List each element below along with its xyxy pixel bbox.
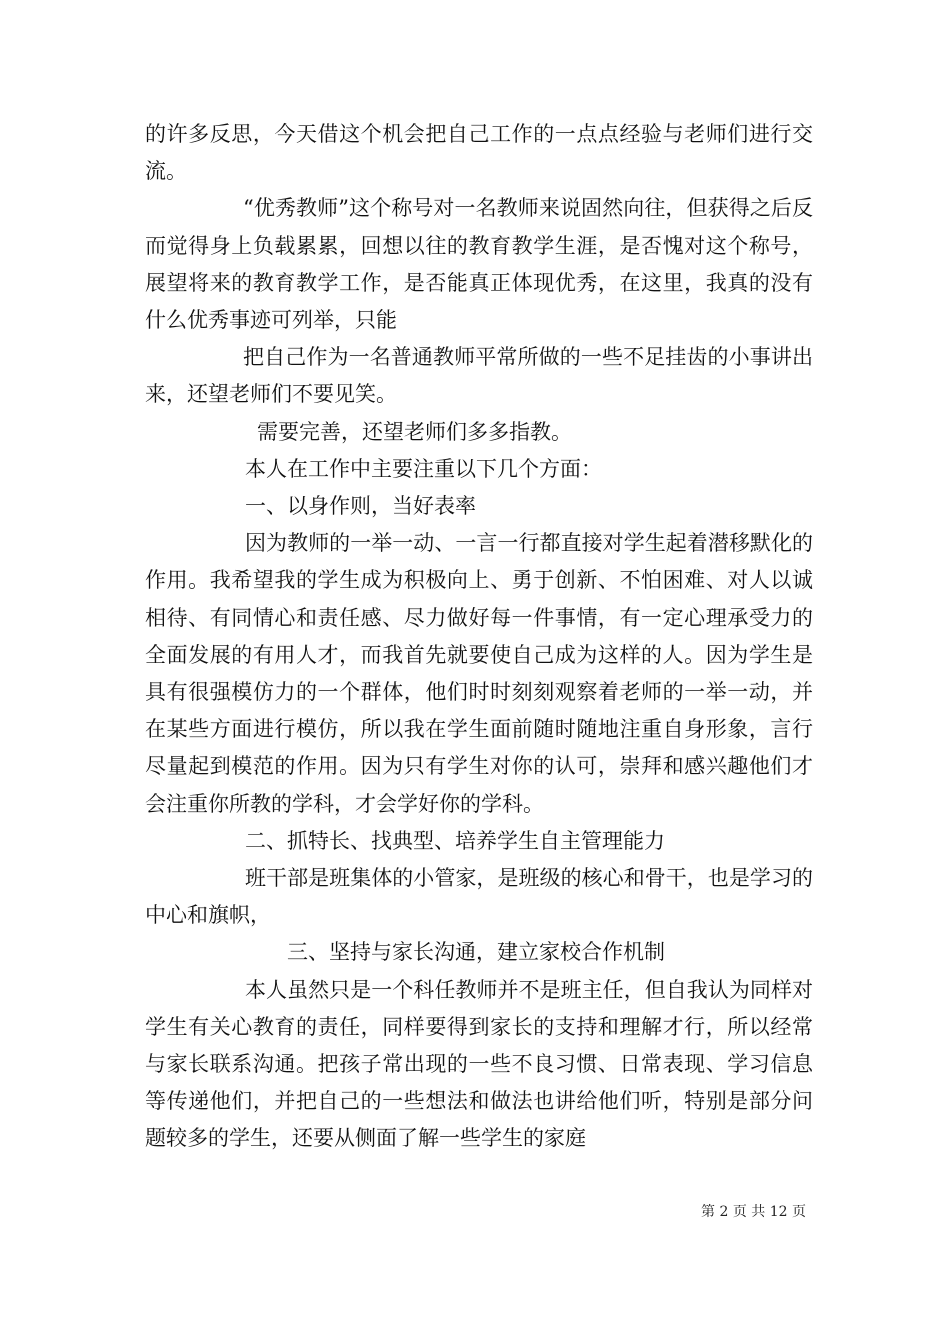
paragraph-2: “优秀教师”这个称号对一名教师来说固然向往，但获得之后反而觉得身上负载累累，回想以往的教育教学生涯，是否愧对这个称号，展望将来的教育教学工作，是否能真正体现优秀，在这里，我真的没有什么优秀事迹可列举，只能 bbox=[145, 196, 813, 333]
paragraph-1: 的许多反思，今天借这个机会把自己工作的一点点经验与老师们进行交流。 bbox=[145, 122, 813, 184]
document-body bbox=[145, 116, 813, 1158]
section-heading-3: 三、坚持与家长沟通，建立家校合作机制 bbox=[287, 940, 665, 965]
page-number-footer: 第 2 页 共 12 页 bbox=[701, 1204, 806, 1220]
paragraph-5: 本人在工作中主要注重以下几个方面： bbox=[245, 456, 602, 481]
paragraph-4: 需要完善，还望老师们多多指教。 bbox=[257, 419, 572, 444]
paragraph-7: 班干部是班集体的小管家，是班级的核心和骨干，也是学习的中心和旗帜， bbox=[145, 866, 813, 928]
paragraph-8: 本人虽然只是一个科任教师并不是班主任，但自我认为同样对学生有关心教育的责任，同样要得到家长的支持和理解才行，所以经常与家长联系沟通。把孩子常出现的一些不良习惯、日常表现、学习信息等传递他们，并把自己的一些想法和做法也讲给他们听，特别是部分问题较多的学生，还要从侧面了解一些学生的家庭 bbox=[145, 977, 813, 1151]
paragraph-6: 因为教师的一举一动、一言一行都直接对学生起着潜移默化的作用。我希望我的学生成为积极向上、勇于创新、不怕困难、对人以诚相待、有同情心和责任感、尽力做好每一件事情，有一定心理承受力的全面发展的有用人才，而我首先就要使自己成为这样的人。因为学生是具有很强模仿力的一个群体，他们时时刻刻观察着老师的一举一动，并在某些方面进行模仿，所以我在学生面前随时随地注重自身形象，言行尽量起到模范的作用。因为只有学生对你的认可，崇拜和感兴趣他们才会注重你所教的学科，才会学好你的学科。 bbox=[145, 531, 813, 816]
section-heading-2: 二、抓特长、找典型、培养学生自主管理能力 bbox=[245, 828, 665, 853]
section-heading-1: 一、以身作则，当好表率 bbox=[245, 494, 476, 519]
paragraph-3: 把自己作为一名普通教师平常所做的一些不足挂齿的小事讲出来，还望老师们不要见笑。 bbox=[145, 345, 813, 407]
